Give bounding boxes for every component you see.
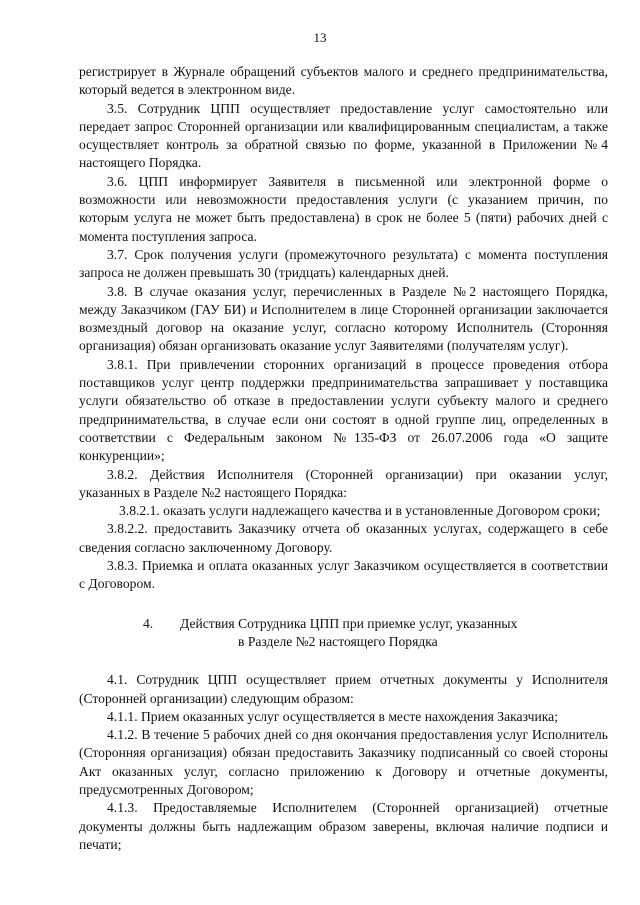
section-title-1: Действия Сотрудника ЦПП при приемке услуг, указанных bbox=[180, 615, 518, 631]
paragraph-p38: 3.8. В случае оказания услуг, перечисленных в Разделе №2 настоящего Порядка, между Заказчиком (ГАУ БИ) и Исполнителем в лице Сторонней организации заключается возмездный договор на оказание услуг, согласно которому Исполнитель (Сторонняя организация) обязан организовать оказание услуг Заявителями (получателям услуг). bbox=[79, 283, 608, 354]
paragraph-p383: 3.8.3. Приемка и оплата оказанных услуг Заказчиком осуществляется в соответствии с Договором. bbox=[79, 558, 608, 592]
paragraph-p413: 4.1.3. Предоставляемые Исполнителем (Сторонней организацией) отчетные документы должны быть надлежащим образом заверены, включая наличие подписи и печати; bbox=[79, 800, 608, 852]
paragraphs-top bbox=[79, 63, 608, 594]
paragraph-p381: 3.8.1. При привлечении сторонних организаций в процессе проведения отбора поставщиков услуг центр поддержки предпринимательства запрашивает у поставщика услуги обязательство об отказе в предоставлении услуги субъекту малого и среднего предпринимательства, в случае если они состоят в одной группе лиц, определенных в соответствии с Федеральным законом №135-ФЗ от 26.07.2006 года «О защите конкуренции»; bbox=[79, 356, 608, 464]
paragraph-p412: 4.1.2. В течение 5 рабочих дней со дня окончания предоставления услуг Исполнитель (Сторонняя организация) обязан предоставить Заказчику подписанный со своей стороны Акт оказанных услуг, согласно приложению к Договору и отчетные документы, предусмотренных Договором; bbox=[79, 727, 608, 797]
paragraph-p382: 3.8.2. Действия Исполнителя (Сторонней организации) при оказании услуг, указанных в Разделе №2 настоящего Порядка: bbox=[79, 466, 608, 500]
section-number: 4. bbox=[143, 615, 154, 631]
paragraph-p41: 4.1. Сотрудник ЦПП осуществляет прием отчетных документы у Исполнителя (Сторонней организации) следующим образом: bbox=[79, 672, 608, 706]
paragraphs-bottom bbox=[79, 671, 608, 854]
paragraph-p0: регистрирует в Журнале обращений субъектов малого и среднего предпринимательства, который ведется в электронном виде. bbox=[79, 64, 608, 98]
document-body bbox=[79, 63, 608, 854]
paragraph-p411: 4.1.1. Прием оказанных услуг осуществляется в месте нахождения Заказчика; bbox=[107, 708, 558, 724]
page-number: 13 bbox=[313, 30, 327, 45]
paragraph-p37: 3.7. Срок получения услуги (промежуточного результата) с момента поступления запроса не должен превышать 30 (тридцать) календарных дней. bbox=[79, 246, 608, 281]
paragraph-p35: 3.5. Сотрудник ЦПП осуществляет предоставление услуг самостоятельно или передает запрос Сторонней организации или квалифицированным специалистам, а также осуществляет контроль за обратной связью по форме, указанной в Приложении №4 настоящего Порядка. bbox=[79, 100, 608, 171]
section-heading bbox=[79, 615, 608, 652]
section-heading-line2: в Разделе №2 настоящего Порядка bbox=[238, 633, 438, 649]
paragraph-p36: 3.6. ЦПП информирует Заявителя в письменной или электронной форме о возможности или невозможности предоставления услуги (с указанием причин, по которым услуга не может быть предоставлена) в срок не более 5 (пяти) рабочих дней с момента поступления запроса. bbox=[79, 173, 608, 244]
paragraph-p3821: 3.8.2.1. оказать услуги надлежащего качества и в установленные Договором сроки; bbox=[119, 503, 601, 519]
paragraph-p3822: 3.8.2.2. предоставить Заказчику отчета об оказанных услугах, содержащего в себе сведения согласно заключенному Договору. bbox=[79, 521, 608, 555]
section-heading-line1 bbox=[79, 615, 608, 633]
